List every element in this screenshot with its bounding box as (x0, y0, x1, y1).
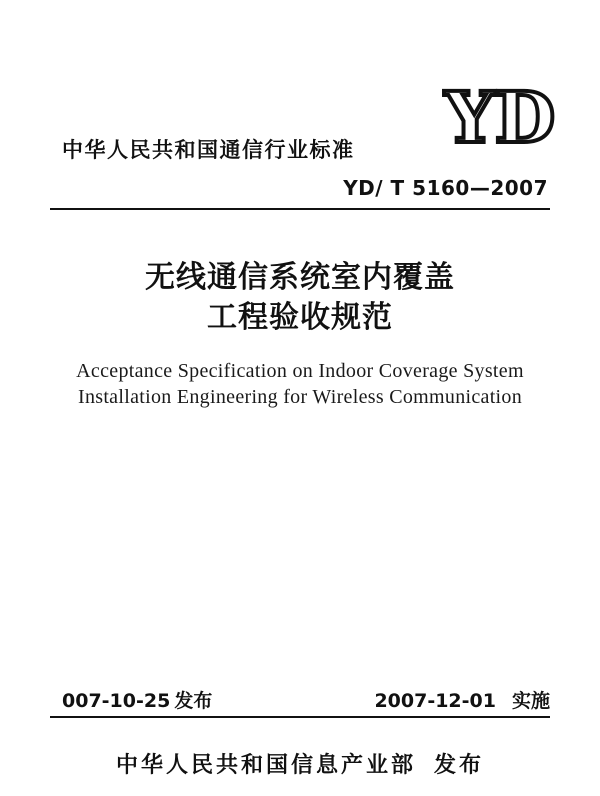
title-cn-line1: 无线通信系统室内覆盖 (145, 260, 455, 295)
header-rule (50, 208, 550, 210)
issue-date: 007-10-25 (62, 690, 171, 712)
footer-rule (50, 716, 550, 718)
implementation-date: 2007-12-01 (374, 690, 496, 712)
implementation-date-block (374, 686, 550, 713)
yd-logo-graphic (438, 76, 562, 158)
yd-logo (438, 76, 562, 158)
implementation-label: 实施 (511, 690, 550, 712)
title-en-line1: Acceptance Specification on Indoor Coverage System (76, 360, 524, 382)
publisher-label: 发布 (434, 753, 485, 778)
publisher-name: 中华人民共和国信息产业部 (115, 753, 416, 778)
series-title: 中华人民共和国通信行业标准 (62, 138, 355, 162)
issue-label: 发布 (174, 690, 213, 712)
yd-logo-text: YD (444, 76, 556, 158)
title-cn-line2: 工程验收规范 (207, 300, 393, 335)
issue-date-block (62, 686, 212, 713)
publisher-block (0, 748, 600, 779)
standard-number: YD/ T 5160—2007 (343, 176, 548, 200)
title-en-line2: Installation Engineering for Wireless Communication (77, 386, 523, 408)
